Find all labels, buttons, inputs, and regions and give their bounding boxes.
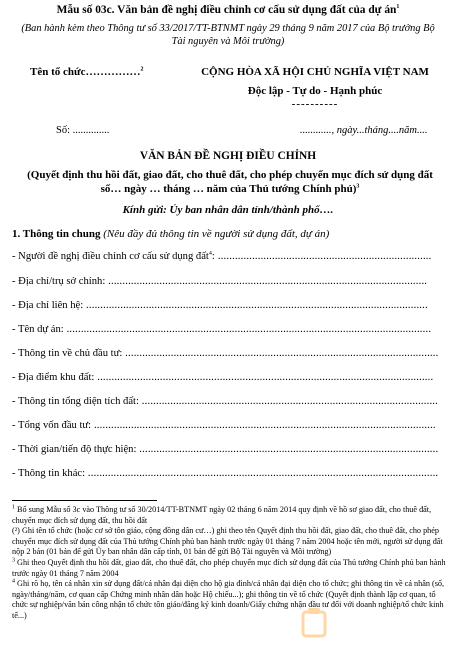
section-heading: 1. Thông tin chung bbox=[12, 228, 101, 240]
field-label: - Tổng vốn đầu tư: bbox=[12, 420, 92, 431]
field-blank: ........................................................................................................................ bbox=[91, 420, 436, 431]
section-general-info bbox=[12, 228, 329, 240]
field-label: - Thông tin tổng diện tích đất: bbox=[12, 396, 139, 407]
watermark-logo bbox=[300, 606, 450, 646]
field-label: - Địa chỉ/trụ sở chính: bbox=[12, 276, 106, 287]
field-label: - Thời gian/tiến độ thực hiện: bbox=[12, 444, 137, 455]
motto-underline: ---------- bbox=[291, 98, 339, 110]
field-total-investment[interactable] bbox=[12, 420, 448, 431]
footnote-divider bbox=[12, 500, 157, 501]
field-project-name[interactable] bbox=[12, 324, 448, 335]
field-label: - Thông tin về chủ đầu tư: bbox=[12, 348, 123, 359]
recipient-line: Kính gửi: Ủy ban nhân dân tỉnh/thành phố…. bbox=[122, 204, 334, 216]
organization-name: Tên tổ chức……………$^2$ bbox=[30, 66, 144, 78]
field-label: - Địa chỉ liên hệ: bbox=[12, 300, 84, 311]
form-subtitle: (Ban hành kèm theo Thông tư số 33/2017/TT-BTNMT ngày 29 tháng 9 năm 2017 của Bộ trưởng Bộ Tài nguyên và Môi trường) bbox=[21, 23, 435, 47]
field-schedule[interactable] bbox=[12, 444, 448, 455]
field-label: - Thông tin khác: bbox=[12, 468, 86, 479]
field-blank: ................................................................................................................ bbox=[105, 276, 428, 287]
national-motto: Độc lập - Tự do - Hạnh phúc bbox=[247, 85, 383, 97]
field-blank: ................................................................................................................................ bbox=[63, 324, 432, 335]
field-blank: : ........................................................................... bbox=[211, 251, 432, 262]
document-number: Số: .............. bbox=[56, 125, 110, 136]
field-blank: ........................................................................................................ bbox=[138, 396, 439, 407]
section-note: (Nêu đầy đủ thông tin về người sử dụng đất, dự án) bbox=[103, 228, 330, 240]
field-label: - Tên dự án: bbox=[12, 324, 64, 335]
field-blank: ......................................................................................................... bbox=[136, 444, 439, 455]
document-date: ............, ngày...tháng....năm.... bbox=[300, 125, 428, 136]
field-label: - Người đề nghị điều chỉnh cơ cấu sử dụng đất bbox=[12, 251, 209, 262]
document-title: VĂN BẢN ĐỀ NGHỊ ĐIỀU CHỈNH bbox=[139, 150, 317, 162]
footnote-1: $^1$ Bổ sung Mẫu số 3c vào Thông tư số 30/2014/TT-BTNMT ngày 02 tháng 6 năm 2014 quy định về hồ sơ giao đất, cho thuê đất, chuyển mục đích sử dụng đất, thu hồi đất bbox=[12, 504, 432, 525]
field-blank: .............................................................................................................. bbox=[122, 348, 439, 359]
field-blank: ...................................................................................................................... bbox=[94, 372, 434, 383]
nation-name: CỘNG HÒA XÃ HỘI CHỦ NGHĨA VIỆT NAM bbox=[201, 66, 429, 78]
field-contact-address[interactable] bbox=[12, 300, 448, 311]
field-label: - Địa điểm khu đất: bbox=[12, 372, 95, 383]
form-title: Mẫu số 03c. Văn bản đề nghị điều chỉnh cơ cấu sử dụng đất của dự $án^1$ bbox=[56, 4, 400, 16]
field-applicant[interactable]: - Người đề nghị điều chỉnh cơ cấu sử dụng đất$^4$: ........................................................................... bbox=[12, 251, 432, 262]
footnotes bbox=[12, 505, 448, 622]
field-head-office[interactable] bbox=[12, 276, 448, 287]
field-blank: ........................................................................................................................... bbox=[85, 468, 439, 479]
field-blank: ........................................................................................................................ bbox=[83, 300, 428, 311]
document-subtitle: (Quyết định thu hồi đất, giao đất, cho thuê đất, cho phép chuyển mục đích sử dụng đất số… ngày … tháng … năm của Thủ tướng Chính phủ)$^3$ bbox=[27, 169, 433, 195]
watermark-icon bbox=[300, 606, 330, 640]
field-other-info[interactable] bbox=[12, 468, 448, 479]
footnote-3: $^3$ Ghi theo Quyết định thu hồi đất, giao đất, cho thuê đất, cho phép chuyển mục đích sử dụng đất của Thủ tướng Chính phủ ban hành trước ngày 01 tháng 7 năm 2004 bbox=[12, 557, 446, 578]
field-investor-info[interactable] bbox=[12, 348, 448, 359]
footnote-4: $^4$ Ghi rõ họ, tên cá nhân xin sử dụng đất/cá nhân đại diện cho hộ gia đình/cá nhân đại diện cho tổ chức; ghi thông tin về cá nhân (số, ngày/tháng/năm, cơ quan cấp Chứng minh nhân dân hoặc Hộ chiếu...); ghi thông tin về tổ chức (Quyết định thành lập cơ quan, tổ chức sự nghiệp/văn bản công nhận tổ chức tôn giáo/đăng ký kinh doanh/Giấy chứng nhận đầu tư đối với doanh nghiệp/tổ chức kinh tế...) bbox=[12, 578, 445, 620]
field-land-location[interactable] bbox=[12, 372, 448, 383]
field-total-area[interactable] bbox=[12, 396, 448, 407]
footnote-2: (²) Ghi tên tổ chức (hoặc cơ sở tôn giáo, cộng đồng dân cư…) ghi theo tên Quyết định thu hồi đất, giao đất, cho thuê đất, cho phép chuyển mục đích sử dụng đất của Thủ tướng Chính phủ ban hành trước ngày 01 tháng 7 năm 2004 hoặc tên mới, người sử dụng đất nộp 2 bản (01 bản để gửi Ủy ban nhân dân cấp tỉnh, 01 bản để gửi Bộ Tài nguyên và Môi trường) bbox=[12, 526, 443, 557]
